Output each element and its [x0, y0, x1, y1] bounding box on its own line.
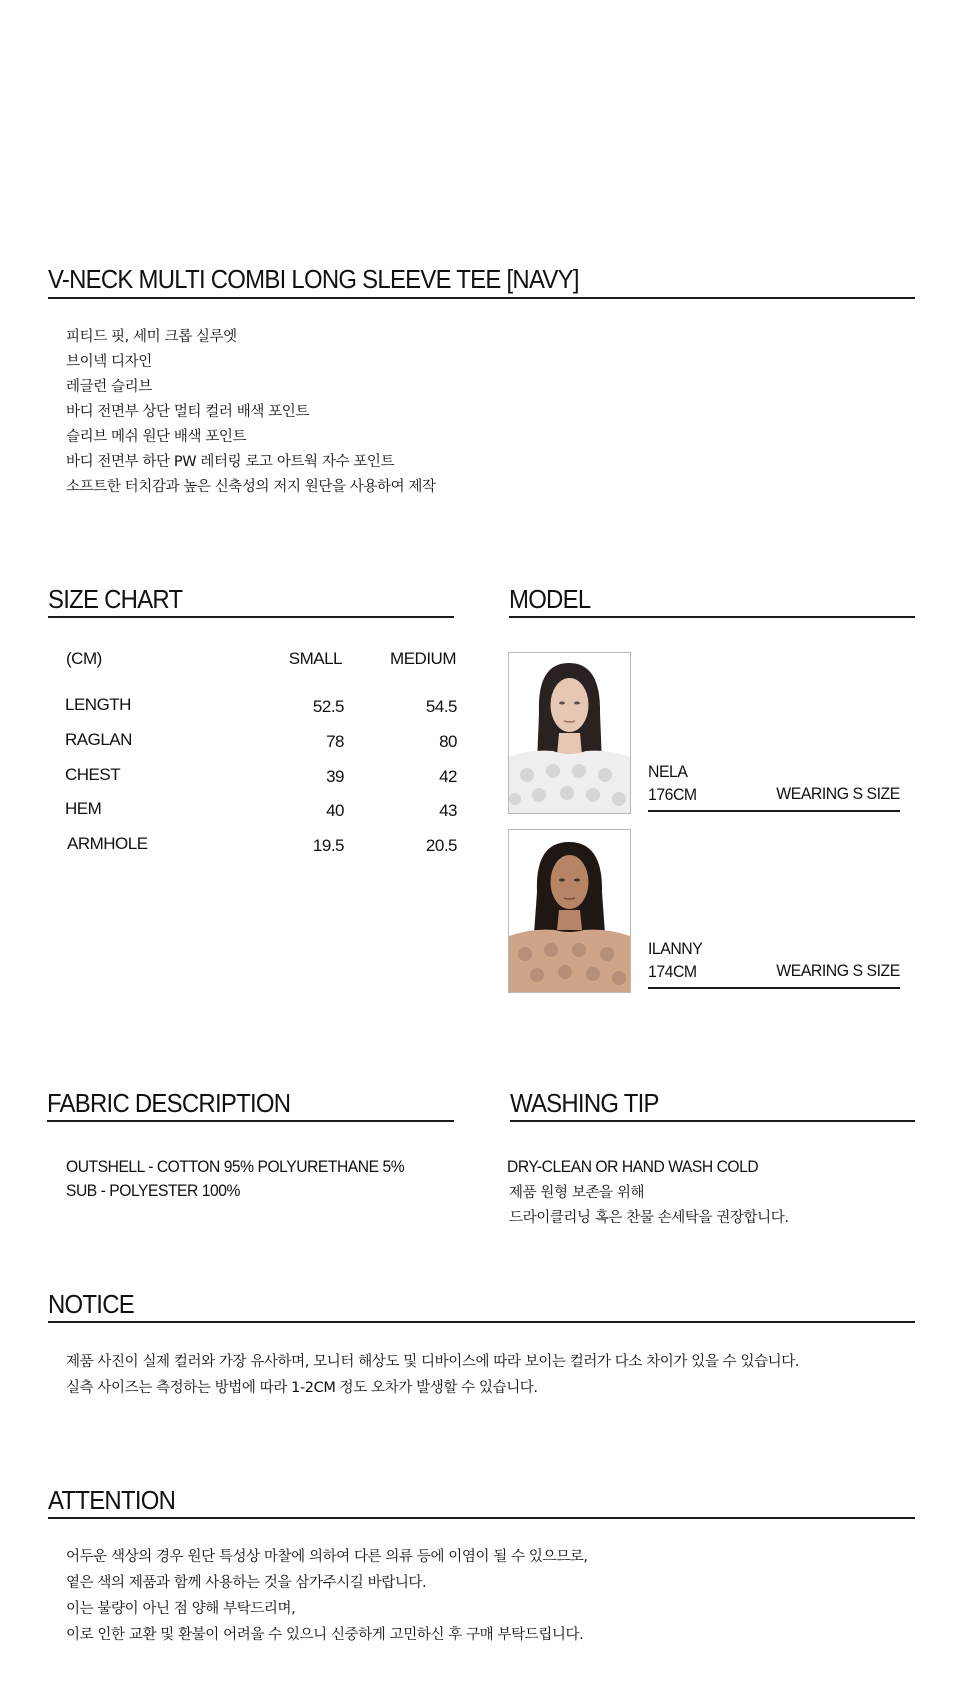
washing-line-ko: 제품 원형 보존을 위해	[509, 1185, 645, 1201]
size-value: 39	[326, 767, 344, 786]
title-divider	[48, 297, 915, 299]
size-value: 19.5	[312, 836, 344, 855]
model-height: 174CM	[648, 962, 697, 981]
model-portrait-image	[509, 830, 630, 992]
size-value: 54.5	[425, 697, 457, 716]
notice-title: NOTICE	[48, 1289, 134, 1319]
fabric-line: OUTSHELL - COTTON 95% POLYURETHANE 5%	[66, 1157, 405, 1176]
feature-list	[66, 325, 436, 500]
model-photo-ilanny	[508, 829, 631, 993]
model-wearing-size: WEARING S SIZE	[776, 784, 900, 803]
size-value: 42	[439, 767, 457, 786]
feature-item: 소프트한 터치감과 높은 신축성의 저지 원단을 사용하여 제작	[66, 479, 436, 495]
size-row-label: CHEST	[65, 765, 121, 784]
size-col-small: SMALL	[288, 649, 342, 668]
size-row-label: LENGTH	[65, 695, 131, 714]
size-row-label: HEM	[65, 799, 102, 818]
fabric-line: SUB - POLYESTER 100%	[66, 1181, 240, 1200]
model-portrait-image	[509, 653, 630, 813]
washing-title: WASHING TIP	[510, 1088, 659, 1118]
attention-title: ATTENTION	[48, 1485, 176, 1515]
size-value: 78	[326, 732, 344, 751]
model-info-divider	[648, 987, 900, 989]
model-title: MODEL	[509, 584, 591, 614]
size-value: 52.5	[312, 697, 344, 716]
washing-line-ko: 드라이클리닝 혹은 찬물 손세탁을 권장합니다.	[509, 1210, 789, 1226]
attention-line: 이는 불량이 아닌 점 양해 부탁드리며,	[66, 1601, 296, 1617]
size-value: 40	[326, 801, 344, 820]
model-photo-nela	[508, 652, 631, 814]
notice-line: 제품 사진이 실제 컬러와 가장 유사하며, 모니터 해상도 및 디바이스에 따라 보이는 컬러가 다소 차이가 있을 수 있습니다.	[66, 1354, 800, 1370]
attention-divider	[48, 1517, 915, 1519]
size-row-label: RAGLAN	[65, 730, 132, 749]
feature-item: 레글런 슬리브	[66, 379, 152, 395]
feature-item: 브이넥 디자인	[66, 354, 152, 370]
size-value: 20.5	[425, 836, 457, 855]
feature-item: 바디 전면부 하단 PW 레터링 로고 아트웍 자수 포인트	[66, 454, 395, 470]
model-name: ILANNY	[648, 939, 703, 958]
feature-item: 바디 전면부 상단 멀티 컬러 배색 포인트	[66, 404, 309, 420]
notice-divider	[48, 1321, 915, 1323]
size-value: 80	[439, 732, 457, 751]
fabric-divider	[47, 1120, 454, 1122]
notice-line: 실측 사이즈는 측정하는 방법에 따라 1-2CM 정도 오차가 발생할 수 있습니다.	[66, 1380, 538, 1396]
feature-item: 피티드 핏, 세미 크롭 실루엣	[66, 329, 237, 345]
fabric-title: FABRIC DESCRIPTION	[47, 1088, 291, 1118]
model-wearing-size: WEARING S SIZE	[776, 961, 900, 980]
model-height: 176CM	[648, 785, 697, 804]
size-chart-title: SIZE CHART	[48, 584, 183, 614]
attention-line: 어두운 색상의 경우 원단 특성상 마찰에 의하여 다른 의류 등에 이염이 될 수 있으므로,	[66, 1549, 588, 1565]
size-chart-divider	[48, 616, 454, 618]
product-title: V-NECK MULTI COMBI LONG SLEEVE TEE [NAVY]	[48, 264, 579, 294]
washing-divider	[510, 1120, 915, 1122]
size-value: 43	[439, 801, 457, 820]
size-row-label: ARMHOLE	[67, 834, 148, 853]
attention-line: 옅은 색의 제품과 함께 사용하는 것을 삼가주시길 바랍니다.	[66, 1575, 427, 1591]
fabric-lines	[66, 1155, 404, 1203]
size-unit-label: (CM)	[66, 649, 102, 668]
washing-lines-ko	[509, 1181, 789, 1231]
notice-lines	[66, 1349, 799, 1401]
model-info-divider	[648, 810, 900, 812]
washing-line-en: DRY-CLEAN OR HAND WASH COLD	[507, 1157, 759, 1176]
model-divider	[509, 616, 915, 618]
attention-lines	[66, 1544, 588, 1648]
feature-item: 슬리브 메쉬 원단 배색 포인트	[66, 429, 247, 445]
size-col-medium: MEDIUM	[390, 649, 456, 668]
attention-line: 이로 인한 교환 및 환불이 어려울 수 있으니 신중하게 고민하신 후 구매 부탁드립니다.	[66, 1627, 584, 1643]
model-name: NELA	[648, 762, 688, 781]
